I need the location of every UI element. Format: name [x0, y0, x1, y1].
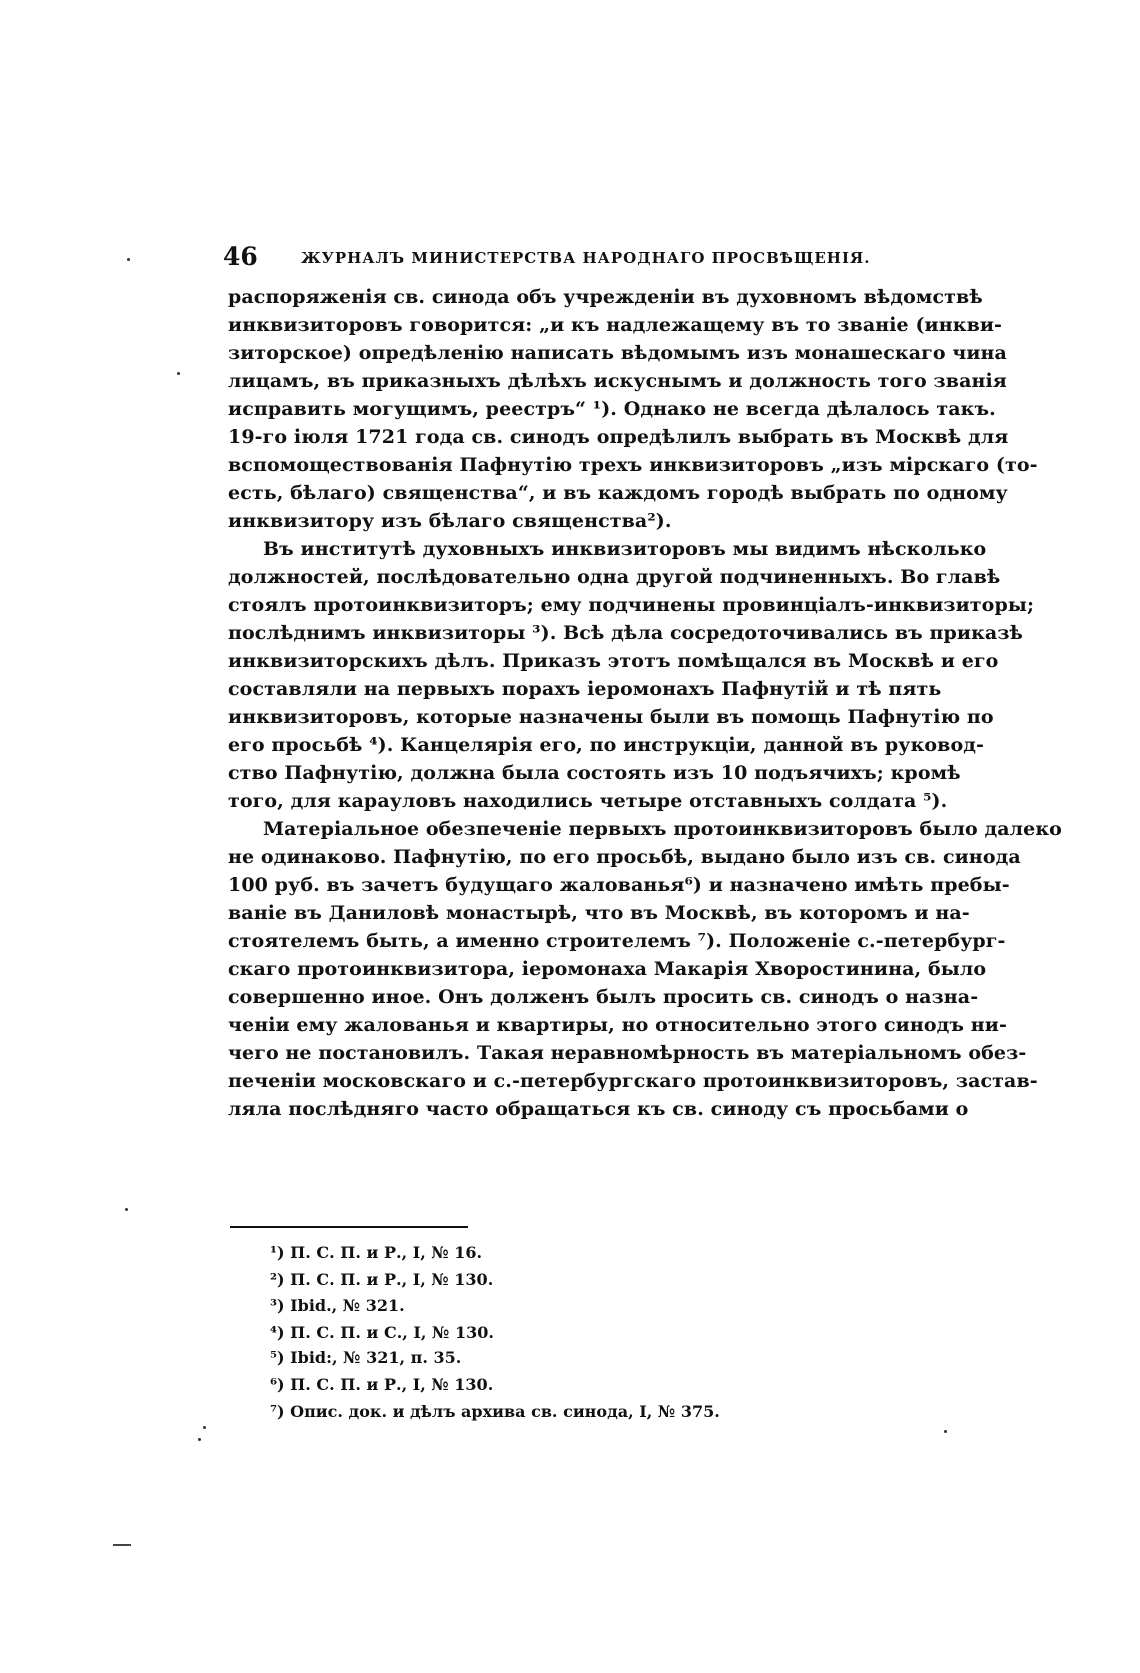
text-line: зиторское) опредѣленію написать вѣдомымъ изъ монашескаго чина	[228, 342, 1007, 364]
journal-title: ЖУРНАЛЪ МИНИСТЕРСТВА НАРОДНАГО ПРОСВѢЩЕНІЯ.	[301, 249, 871, 267]
text-line: совершенно иное. Онъ долженъ былъ просить св. синодъ о назна-	[228, 986, 979, 1008]
text-line: инквизиторовъ говорится: „и къ надлежащему въ то званіе (инкви-	[228, 314, 1003, 336]
text-line: Въ институтѣ духовныхъ инквизиторовъ мы видимъ нѣсколько	[263, 538, 987, 560]
text-line: лицамъ, въ приказныхъ дѣлѣхъ искуснымъ и должность того званія	[228, 370, 1007, 392]
running-head	[223, 242, 918, 272]
text-line: ляла послѣдняго часто обращаться къ св. синоду съ просьбами о	[228, 1098, 969, 1120]
text-line: 100 руб. въ зачетъ будущаго жалованья⁶) и назначено имѣть пребы-	[228, 874, 1010, 896]
scan-speck	[127, 258, 130, 261]
text-line: ство Пафнутію, должна была состоять изъ 10 подъячихъ; кромѣ	[228, 762, 961, 784]
page-number: 46	[223, 242, 258, 271]
scan-speck	[944, 1430, 947, 1433]
text-line: печеніи московскаго и с.-петербургскаго протоинквизиторовъ, застав-	[228, 1070, 1038, 1092]
text-line: послѣднимъ инквизиторы ³). Всѣ дѣла сосредоточивались въ приказѣ	[228, 622, 1024, 644]
text-line: скаго протоинквизитора, іеромонаха Макарія Хворостинина, было	[228, 958, 987, 980]
text-line: стоялъ протоинквизиторъ; ему подчинены провинціалъ-инквизиторы;	[228, 594, 1035, 616]
footnote: ⁷) Опис. док. и дѣлъ архива св. синода, I, № 375.	[270, 1402, 720, 1421]
scan-speck	[125, 1208, 128, 1211]
text-line: составляли на первыхъ порахъ іеромонахъ Пафнутій и тѣ пять	[228, 678, 942, 700]
footnote: ⁶) П. С. П. и Р., I, № 130.	[270, 1375, 494, 1394]
text-line: того, для карауловъ находились четыре отставныхъ солдата ⁵).	[228, 790, 948, 812]
text-line: инквизиторскихъ дѣлъ. Приказъ этотъ помѣщался въ Москвѣ и его	[228, 650, 999, 672]
text-line: есть, бѣлаго) священства“, и въ каждомъ городѣ выбрать по одному	[228, 482, 1008, 504]
text-line: Матеріальное обезпеченіе первыхъ протоинквизиторовъ было далеко	[263, 818, 1062, 840]
text-line: его просьбѣ ⁴). Канцелярія его, по инструкціи, данной въ руковод-	[228, 734, 984, 756]
footnote: ⁵) Ibid:, № 321, п. 35.	[270, 1348, 462, 1367]
footnote: ¹) П. С. П. и Р., I, № 16.	[270, 1243, 483, 1262]
scan-speck	[198, 1438, 201, 1441]
scan-speck	[203, 1426, 206, 1429]
text-line: ченіи ему жалованья и квартиры, но относительно этого синодъ ни-	[228, 1014, 1007, 1036]
text-line: исправить могущимъ, реестръ“ ¹). Однако не всегда дѣлалось такъ.	[228, 398, 996, 420]
text-line: 19-го іюля 1721 года св. синодъ опредѣлилъ выбрать въ Москвѣ для	[228, 426, 1009, 448]
footnote: ³) Ibid., № 321.	[270, 1296, 405, 1315]
scan-dash	[113, 1544, 131, 1546]
text-line: ваніе въ Даниловѣ монастырѣ, что въ Москвѣ, въ которомъ и на-	[228, 902, 970, 924]
text-line: не одинаково. Пафнутію, по его просьбѣ, выдано было изъ св. синода	[228, 846, 1021, 868]
footnote: ²) П. С. П. и Р., I, № 130.	[270, 1270, 494, 1289]
text-line: стоятелемъ быть, а именно строителемъ ⁷). Положеніе с.-петербург-	[228, 930, 1006, 952]
text-line: вспомоществованія Пафнутію трехъ инквизиторовъ „изъ мірскаго (то-	[228, 454, 1038, 476]
text-line: должностей, послѣдовательно одна другой подчиненныхъ. Во главѣ	[228, 566, 1001, 588]
scan-speck	[177, 372, 180, 375]
footnote-rule	[230, 1226, 468, 1228]
footnote: ⁴) П. С. П. и С., I, № 130.	[270, 1323, 494, 1342]
text-line: инквизиторовъ, которые назначены были въ помощь Пафнутію по	[228, 706, 994, 728]
text-line: инквизитору изъ бѣлаго священства²).	[228, 510, 672, 532]
text-line: распоряженія св. синода объ учрежденіи въ духовномъ вѣдомствѣ	[228, 286, 983, 308]
text-line: чего не постановилъ. Такая неравномѣрность въ матеріальномъ обез-	[228, 1042, 1027, 1064]
